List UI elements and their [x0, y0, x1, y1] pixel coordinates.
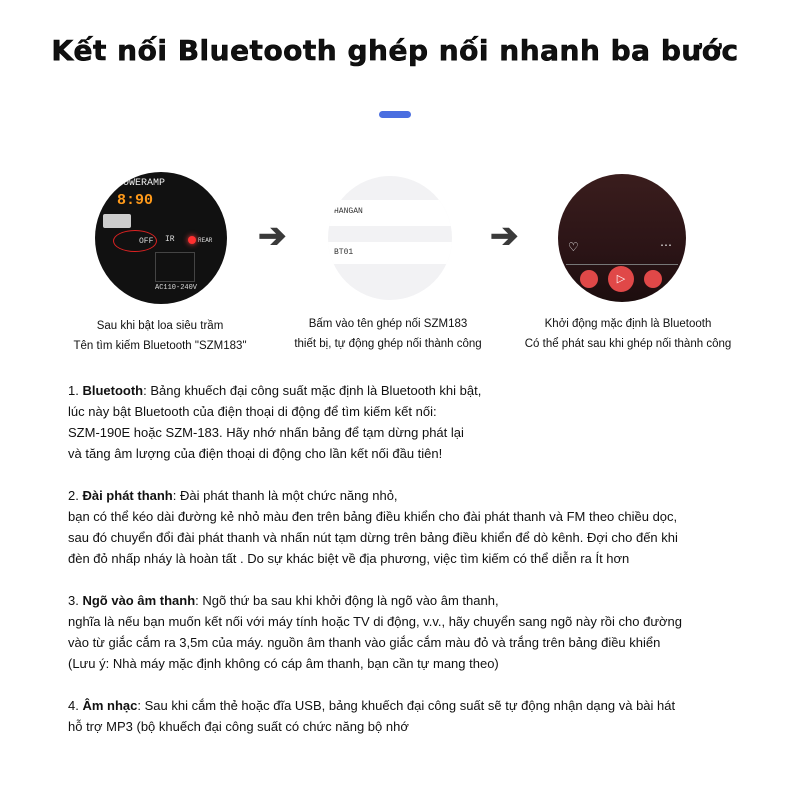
device-name: HANGAN: [334, 207, 363, 216]
off-label: OFF: [139, 237, 154, 246]
play-button: ▷: [608, 266, 634, 292]
step-1-caption: [30, 316, 290, 356]
instructions: [68, 380, 768, 758]
led-display: 8:90: [117, 192, 154, 209]
caption-line: thiết bị, tự động ghép nối thành công: [294, 338, 482, 350]
power-label: AC110-240V: [155, 284, 198, 292]
paragraph-line: vào từ giắc cắm ra 3,5m của máy. nguồn âm thanh vào giắc cắm màu đỏ và trắng trên bảng điều khiển: [68, 635, 661, 650]
instruction-paragraph: [68, 380, 768, 464]
caption-line: Sau khi bật loa siêu trầm: [96, 320, 224, 332]
paragraph-line: nghĩa là nếu bạn muốn kết nối với máy tính hoặc TV di động, v.v., hãy chuyển sang ngõ này rồi cho đường: [68, 614, 683, 629]
section-label: Ngõ vào âm thanh: [82, 593, 196, 608]
instruction-paragraph: [68, 590, 768, 674]
usb-port: [103, 214, 131, 228]
paragraph-line: đèn đỏ nhấp nháy là hoàn tất . Do sự khác biệt về địa phương, việc tìm kiếm có thể diễn ra Ít hơn: [68, 551, 630, 566]
next-button: [644, 270, 662, 288]
previous-button: [580, 270, 598, 288]
paragraph-line: lúc này bật Bluetooth của điện thoại di động để tìm kiếm kết nối:: [68, 404, 437, 419]
page-title: Kết nối Bluetooth ghép nối nhanh ba bước: [51, 34, 739, 67]
amplifier-panel-photo: [95, 172, 227, 304]
red-led: [188, 236, 196, 244]
accent-divider: [379, 111, 411, 118]
rear-label: REAR: [198, 237, 213, 244]
paragraph-line: SZM-190E hoặc SZM-183. Hãy nhớ nhấn bảng để tạm dừng phát lại: [68, 425, 464, 440]
caption-line: Có thể phát sau khi ghép nối thành công: [524, 338, 732, 350]
power-socket: [155, 252, 195, 282]
paragraph-line: sau đó chuyển đổi đài phát thanh và nhấn nút tạm dừng trên bảng điều khiển để dò kênh. Đợi cho đến khi: [68, 530, 678, 545]
section-label: Đài phát thanh: [82, 488, 173, 503]
brand-label: OWERAMP: [123, 178, 166, 189]
paragraph-line: bạn có thể kéo dài đường kẻ nhỏ màu đen trên bảng điều khiển cho đài phát thanh và FM theo chiều dọc,: [68, 509, 678, 524]
caption-line: Khởi động mặc định là Bluetooth: [544, 318, 712, 330]
paragraph-line: và tăng âm lượng của điện thoại di động cho lần kết nối đầu tiên!: [68, 446, 443, 461]
arrow-right-icon: ➔: [490, 217, 519, 255]
caption-line: Tên tìm kiếm Bluetooth "SZM183": [73, 340, 247, 352]
paragraph-line: 2. Đài phát thanh: Đài phát thanh là một chức năng nhỏ,: [68, 488, 398, 503]
instruction-paragraph: [68, 485, 768, 569]
paragraph-line: 3. Ngõ vào âm thanh: Ngõ thứ ba sau khi khởi động là ngõ vào âm thanh,: [68, 593, 499, 608]
phone-bluetooth-list-photo: [328, 176, 452, 300]
heart-icon: ♡: [568, 240, 579, 254]
paragraph-line: hỗ trợ MP3 (bộ khuếch đại công suất có chức năng bộ nhớ: [68, 719, 409, 734]
more-icon: ⋯: [660, 238, 672, 252]
ir-label: IR: [165, 235, 175, 244]
device-name: BT01: [334, 248, 354, 257]
step-3-caption: [498, 314, 758, 354]
caption-line: Bấm vào tên ghép nối SZM183: [308, 318, 468, 330]
paragraph-line: 1. Bluetooth: Bảng khuếch đại công suất mặc định là Bluetooth khi bật,: [68, 383, 482, 398]
music-player-photo: [558, 174, 686, 302]
instruction-paragraph: [68, 695, 768, 737]
paragraph-line: (Lưu ý: Nhà máy mặc định không có cáp âm thanh, bạn cần tự mang theo): [68, 656, 499, 671]
step-2-caption: [258, 314, 518, 354]
arrow-right-icon: ➔: [258, 217, 287, 255]
section-label: Âm nhạc: [82, 698, 138, 713]
section-label: Bluetooth: [82, 383, 144, 398]
paragraph-line: 4. Âm nhạc: Sau khi cắm thẻ hoặc đĩa USB, bảng khuếch đại công suất sẽ tự động nhận dạng và bài hát: [68, 698, 676, 713]
